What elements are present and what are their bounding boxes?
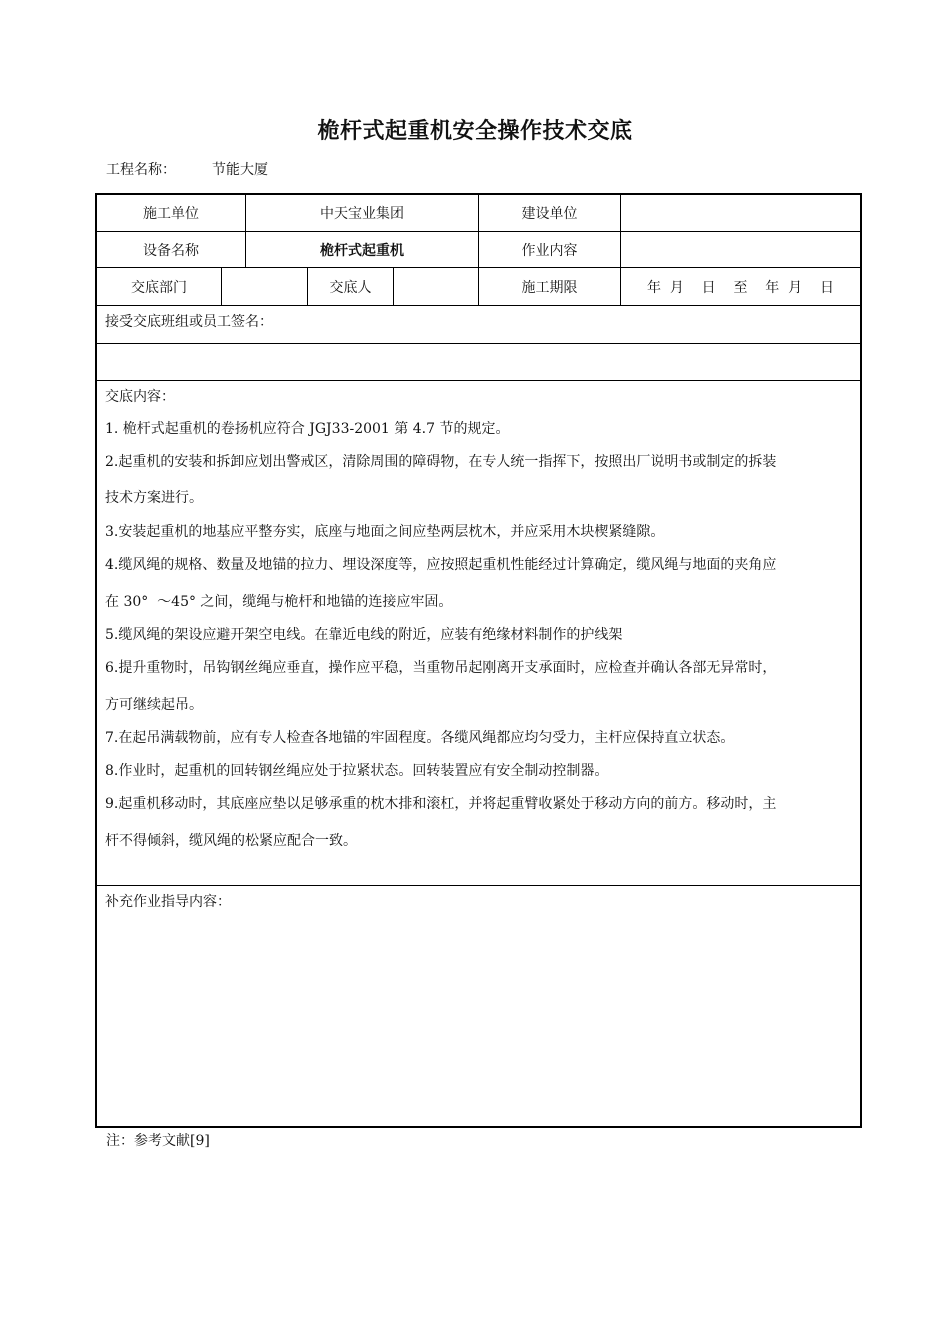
row-divider xyxy=(97,343,860,344)
construction-period-label: 施工期限 xyxy=(521,279,578,296)
work-content-value xyxy=(621,232,860,267)
discloser-value xyxy=(394,268,478,305)
equipment-name-value: 桅杆式起重机 xyxy=(320,242,404,259)
row-divider xyxy=(97,885,860,886)
content-line: 方可继续起吊。 xyxy=(105,697,203,713)
document-title: 桅杆式起重机安全操作技术交底 xyxy=(317,119,633,144)
content-line: 在 30° ～45° 之间，缆绳与桅杆和地锚的连接应牢固。 xyxy=(105,594,453,610)
content-line: 2.起重机的安装和拆卸应划出警戒区，清除周围的障碍物，在专人统一指挥下，按照出厂说明书或制定的拆装 xyxy=(105,454,777,470)
project-label: 工程名称： xyxy=(106,162,176,178)
project-value: 节能大厦 xyxy=(212,162,268,178)
equipment-name-label: 设备名称 xyxy=(143,242,199,259)
sign-label: 接受交底班组或员工签名： xyxy=(105,314,273,330)
construction-unit-label: 施工单位 xyxy=(143,206,199,222)
discloser-label: 交底人 xyxy=(329,279,372,296)
content-line: 9.起重机移动时，其底座应垫以足够承重的枕木排和滚杠，并将起重臂收紧处于移动方向的前方。移动时，主 xyxy=(105,796,777,812)
project-line xyxy=(106,159,268,179)
content-line: 4.缆风绳的规格、数量及地锚的拉力、埋设深度等，应按照起重机性能经过计算确定，缆风绳与地面的夹角应 xyxy=(105,557,777,573)
content-line: 6.提升重物时，吊钩钢丝绳应垂直，操作应平稳，当重物吊起刚离开支承面时，应检查并确认各部无异常时， xyxy=(105,660,777,676)
disclosure-table xyxy=(95,193,862,1128)
content-line: 杆不得倾斜，缆风绳的松紧应配合一致。 xyxy=(105,833,357,849)
content-line: 5.缆风绳的架设应避开架空电线。在靠近电线的附近，应装有绝缘材料制作的护线架 xyxy=(105,627,623,643)
work-content-label: 作业内容 xyxy=(521,242,578,259)
row-divider xyxy=(97,305,860,306)
owner-unit-value xyxy=(621,195,860,231)
construction-unit-value: 中天宝业集团 xyxy=(320,206,404,222)
supplement-label: 补充作业指导内容： xyxy=(105,894,231,910)
content-line: 7.在起吊满载物前，应有专人检查各地锚的牢固程度。各缆风绳都应均匀受力，主杆应保持直立状态。 xyxy=(105,730,735,746)
disclosure-dept-label: 交底部门 xyxy=(131,279,187,296)
disclosure-dept-value xyxy=(222,268,307,305)
owner-unit-label: 建设单位 xyxy=(521,206,578,222)
content-line: 技术方案进行。 xyxy=(105,490,203,506)
content-line: 1. 桅杆式起重机的卷扬机应符合 JGJ33-2001 第 4.7 节的规定。 xyxy=(105,421,510,437)
content-line: 8.作业时，起重机的回转钢丝绳应处于拉紧状态。回转装置应有安全制动控制器。 xyxy=(105,763,609,779)
construction-period-value: 年 月 日 至 年 月 日 xyxy=(646,279,834,296)
footnote: 注：参考文献[9] xyxy=(106,1133,210,1149)
content-label: 交底内容： xyxy=(105,389,175,405)
row-divider xyxy=(97,380,860,381)
content-line: 3.安装起重机的地基应平整夯实，底座与地面之间应垫两层枕木，并应采用木块楔紧缝隙。 xyxy=(105,524,665,540)
